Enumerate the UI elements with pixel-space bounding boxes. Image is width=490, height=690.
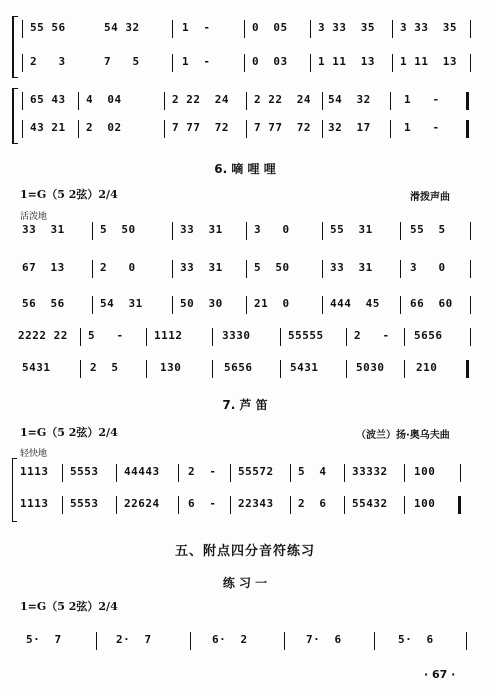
barline (172, 20, 173, 38)
measure: 1 11 13 (318, 55, 375, 68)
measure: 7 77 72 (172, 121, 229, 134)
measure: 2 6 (298, 497, 327, 510)
barline (164, 92, 165, 110)
section-heading: 五、附点四分音符练习 (174, 544, 315, 559)
measure: 33 31 (330, 261, 373, 274)
measure: 5 50 (100, 223, 136, 236)
barline (190, 632, 191, 650)
barline (466, 92, 469, 110)
measure: 5553 (70, 497, 99, 510)
barline (246, 260, 247, 278)
barline (346, 360, 347, 378)
top-system-1 (0, 14, 490, 84)
measure: 3330 (222, 329, 251, 342)
measure: 7 5 (104, 55, 140, 68)
exercise-title: 练 习 一 (222, 576, 268, 590)
barline (22, 20, 23, 38)
measure: 1 - (404, 121, 440, 134)
barline (400, 260, 401, 278)
barline (322, 260, 323, 278)
measure: 1113 (20, 497, 49, 510)
measure: 2· 7 (116, 633, 152, 646)
key-signature: 1=G（5 2弦）2/4 (20, 188, 118, 201)
barline (96, 632, 97, 650)
barline (244, 20, 245, 38)
barline (164, 120, 165, 138)
notation-row (0, 462, 490, 484)
barline (322, 222, 323, 240)
measure: 4 04 (86, 93, 122, 106)
barline (346, 328, 347, 346)
measure: 2 - (188, 465, 217, 478)
barline (246, 92, 247, 110)
barline (172, 260, 173, 278)
barline (116, 496, 117, 514)
measure: 5431 (22, 361, 51, 374)
measure: 2 0 (100, 261, 136, 274)
measure: 56 56 (22, 297, 65, 310)
notation-row (0, 294, 490, 316)
barline (280, 360, 281, 378)
measure: 7· 6 (306, 633, 342, 646)
barline (290, 496, 291, 514)
notation-row (0, 52, 490, 74)
notation-row (0, 118, 490, 140)
measure: 55555 (288, 329, 324, 342)
key-signature: 1=G（5 2弦）2/4 (20, 426, 118, 439)
measure: 54 31 (100, 297, 143, 310)
barline (404, 328, 405, 346)
measure: 3 0 (410, 261, 446, 274)
barline (404, 496, 405, 514)
measure: 1113 (20, 465, 49, 478)
barline (78, 92, 79, 110)
measure: 210 (416, 361, 438, 374)
barline (310, 20, 311, 38)
barline (146, 328, 147, 346)
barline (246, 222, 247, 240)
barline (290, 464, 291, 482)
barline (212, 360, 213, 378)
measure: 2 5 (90, 361, 119, 374)
measure: 0 03 (252, 55, 288, 68)
measure: 55 56 (30, 21, 66, 34)
barline (172, 54, 173, 72)
barline (80, 360, 81, 378)
measure: 55 31 (330, 223, 373, 236)
barline (400, 222, 401, 240)
barline (470, 222, 471, 240)
measure: 6· 2 (212, 633, 248, 646)
measure: 2 3 (30, 55, 66, 68)
measure: 5553 (70, 465, 99, 478)
barline (62, 496, 63, 514)
notation-row (0, 630, 490, 652)
notation-row (0, 90, 490, 112)
barline (470, 54, 471, 72)
measure: 65 43 (30, 93, 66, 106)
barline (78, 120, 79, 138)
measure: 3 33 35 (318, 21, 375, 34)
barline (470, 328, 471, 346)
barline (310, 54, 311, 72)
barline (404, 360, 405, 378)
barline (374, 632, 375, 650)
measure: 54 32 (328, 93, 371, 106)
barline (22, 120, 23, 138)
barline (280, 328, 281, 346)
measure: 5 - (88, 329, 124, 342)
measure: 55432 (352, 497, 388, 510)
barline (470, 20, 471, 38)
key-signature: 1=G（5 2弦）2/4 (20, 600, 118, 613)
barline (466, 120, 469, 138)
measure: 5 4 (298, 465, 327, 478)
barline (92, 296, 93, 314)
measure: 54 32 (104, 21, 140, 34)
measure: 5 50 (254, 261, 290, 274)
barline (62, 464, 63, 482)
song-title: 7. 芦 笛 (222, 398, 268, 412)
tempo-marking: 活泼地 (20, 212, 48, 222)
measure: 2 02 (86, 121, 122, 134)
barline (22, 54, 23, 72)
measure: 444 45 (330, 297, 380, 310)
measure: 5656 (414, 329, 443, 342)
barline (390, 92, 391, 110)
measure: 22343 (238, 497, 274, 510)
measure: 1 - (182, 21, 211, 34)
barline (146, 360, 147, 378)
composer: （波兰）扬·奥乌夫曲 (356, 430, 450, 441)
measure: 21 0 (254, 297, 290, 310)
barline (322, 296, 323, 314)
barline (212, 328, 213, 346)
barline (344, 464, 345, 482)
measure: 2222 22 (18, 329, 68, 342)
measure: 5· 7 (26, 633, 62, 646)
barline (322, 120, 323, 138)
notation-row (0, 18, 490, 40)
notation-row (0, 258, 490, 280)
barline (172, 296, 173, 314)
barline (230, 464, 231, 482)
measure: 3 0 (254, 223, 290, 236)
page-number: · 67 · (424, 668, 456, 681)
measure: 43 21 (30, 121, 66, 134)
measure: 1112 (154, 329, 183, 342)
measure: 5030 (356, 361, 385, 374)
barline (172, 222, 173, 240)
barline (392, 54, 393, 72)
barline (470, 260, 471, 278)
measure: 22624 (124, 497, 160, 510)
composer: 滑拨声曲 (410, 192, 450, 203)
barline (178, 464, 179, 482)
measure: 50 30 (180, 297, 223, 310)
measure: 3 33 35 (400, 21, 457, 34)
song-title: 6. 嘀 哩 哩 (214, 162, 276, 176)
barline (392, 20, 393, 38)
barline (284, 632, 285, 650)
measure: 1 - (404, 93, 440, 106)
barline (344, 496, 345, 514)
measure: 32 17 (328, 121, 371, 134)
barline (390, 120, 391, 138)
barline (470, 296, 471, 314)
measure: 2 22 24 (172, 93, 229, 106)
measure: 5656 (224, 361, 253, 374)
barline (466, 360, 469, 378)
barline (244, 54, 245, 72)
notation-row (0, 494, 490, 516)
measure: 33 31 (180, 261, 223, 274)
barline (22, 92, 23, 110)
barline (116, 464, 117, 482)
barline (322, 92, 323, 110)
notation-row (0, 358, 490, 380)
measure: 2 22 24 (254, 93, 311, 106)
notation-row (0, 220, 490, 242)
barline (458, 496, 461, 514)
barline (92, 260, 93, 278)
notation-row (0, 326, 490, 348)
barline (400, 296, 401, 314)
measure: 100 (414, 465, 436, 478)
barline (92, 222, 93, 240)
measure: 44443 (124, 465, 160, 478)
measure: 5431 (290, 361, 319, 374)
measure: 67 13 (22, 261, 65, 274)
barline (178, 496, 179, 514)
barline (460, 464, 461, 482)
measure: 33 31 (22, 223, 65, 236)
measure: 0 05 (252, 21, 288, 34)
measure: 1 11 13 (400, 55, 457, 68)
measure: 2 - (354, 329, 390, 342)
measure: 130 (160, 361, 182, 374)
measure: 7 77 72 (254, 121, 311, 134)
barline (246, 120, 247, 138)
measure: 6 - (188, 497, 217, 510)
measure: 100 (414, 497, 436, 510)
barline (466, 632, 467, 650)
measure: 55572 (238, 465, 274, 478)
measure: 5· 6 (398, 633, 434, 646)
measure: 33332 (352, 465, 388, 478)
measure: 1 - (182, 55, 211, 68)
top-system-2 (0, 86, 490, 146)
measure: 66 60 (410, 297, 453, 310)
barline (230, 496, 231, 514)
measure: 33 31 (180, 223, 223, 236)
measure: 55 5 (410, 223, 446, 236)
barline (80, 328, 81, 346)
tempo-marking: 轻快地 (20, 449, 48, 459)
barline (246, 296, 247, 314)
barline (404, 464, 405, 482)
